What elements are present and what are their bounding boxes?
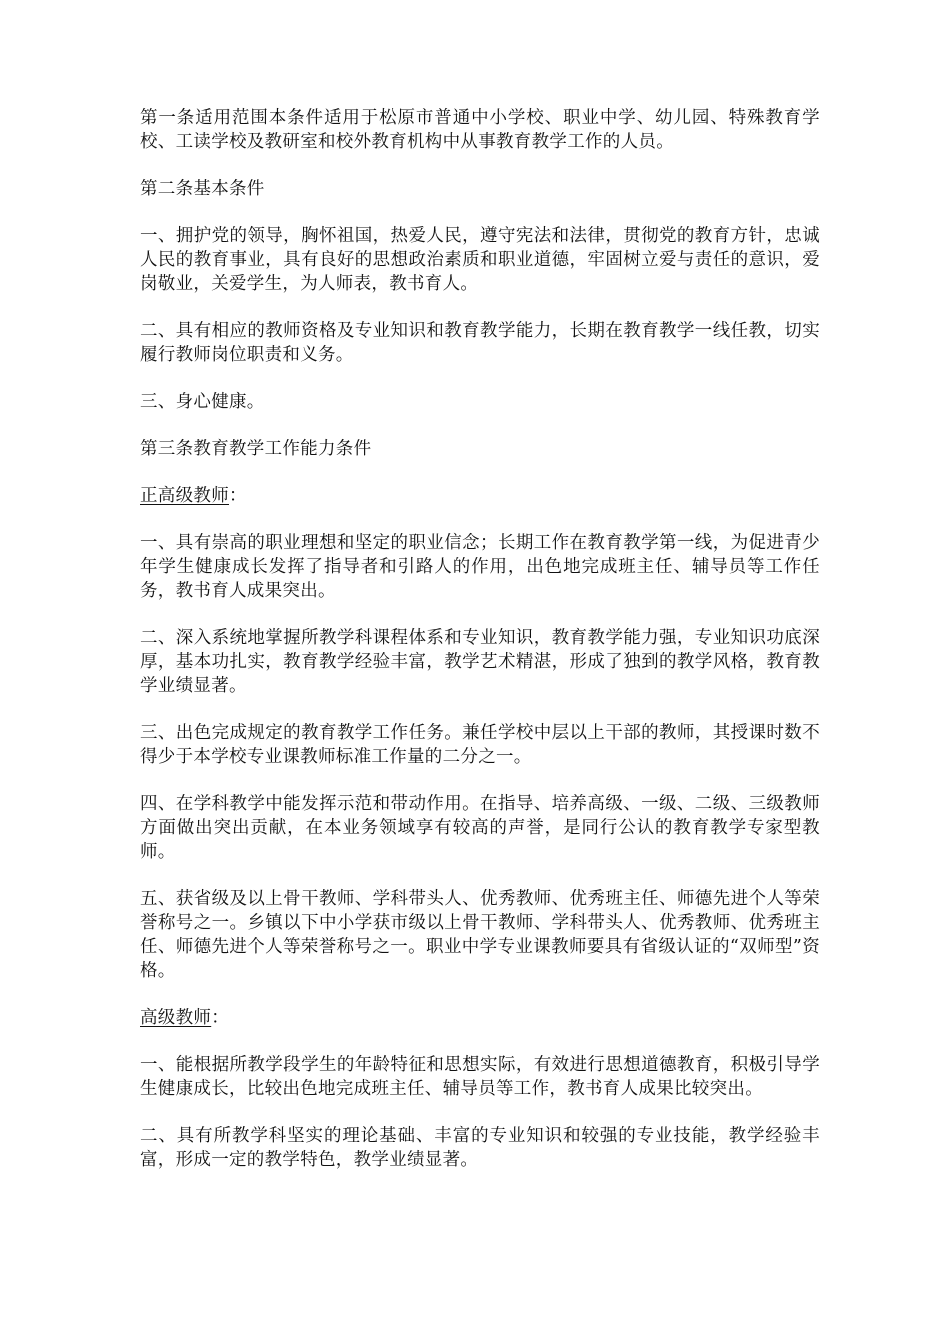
paragraph-senior-4: 四、在学科教学中能发挥示范和带动作用。在指导、培养高级、一级、二级、三级教师方面做出突出贡献，在本业务领域享有较高的声誉，是同行公认的教育教学专家型教师。: [140, 794, 820, 862]
paragraph-senior-1: 一、具有崇高的职业理想和坚定的职业信念；长期工作在教育教学第一线，为促进青少年学生健康成长发挥了指导者和引路人的作用，出色地完成班主任、辅导员等工作任务，教书育人成果突出。: [140, 533, 820, 601]
heading-text: 高级教师: [140, 1008, 212, 1028]
paragraph-basic-3: 三、身心健康。: [140, 392, 265, 412]
paragraph-high-2: 二、具有所教学科坚实的理论基础、丰富的专业知识和较强的专业技能，教学经验丰富，形成一定的教学特色，教学业绩显著。: [140, 1126, 820, 1170]
paragraph-senior-3: 三、出色完成规定的教育教学工作任务。兼任学校中层以上干部的教师，其授课时数不得少于本学校专业课教师标准工作量的二分之一。: [140, 723, 820, 767]
heading-colon: ：: [229, 486, 247, 506]
paragraph-senior-2: 二、深入系统地掌握所教学科课程体系和专业知识，教育教学能力强，专业知识功底深厚，基本功扎实，教育教学经验丰富，教学艺术精湛，形成了独到的教学风格，教育教学业绩显著。: [140, 628, 820, 696]
paragraph-article-1: 第一条适用范围本条件适用于松原市普通中小学校、职业中学、幼儿园、特殊教育学校、工读学校及教研室和校外教育机构中从事教育教学工作的人员。: [140, 108, 820, 152]
heading-colon: ：: [211, 1008, 230, 1028]
paragraph-basic-1: 一、拥护党的领导，胸怀祖国，热爱人民，遵守宪法和法律，贯彻党的教育方针，忠诚人民的教育事业，具有良好的思想政治素质和职业道德，牢固树立爱与责任的意识，爱岗敬业，关爱学生，为人师表，教书育人。: [140, 226, 820, 294]
paragraph-basic-2: 二、具有相应的教师资格及专业知识和教育教学能力，长期在教育教学一线任教，切实履行教师岗位职责和义务。: [140, 321, 820, 365]
document-page: [140, 106, 820, 1195]
paragraph-article-3-title: 第三条教育教学工作能力条件: [140, 439, 372, 459]
section-heading-senior-professor: [140, 484, 820, 508]
paragraph-senior-5: 五、获省级及以上骨干教师、学科带头人、优秀教师、优秀班主任、师德先进个人等荣誉称号之一。乡镇以下中小学获市级以上骨干教师、学科带头人、优秀教师、优秀班主任、师德先进个人等荣誉称号之一。职业中学专业课教师要具有省级认证的“双师型”资格。: [140, 889, 820, 981]
paragraph-high-1: 一、能根据所教学段学生的年龄特征和思想实际，有效进行思想道德教育，积极引导学生健康成长，比较出色地完成班主任、辅导员等工作，教书育人成果比较突出。: [140, 1055, 820, 1099]
heading-text: 正高级教师: [140, 486, 229, 506]
paragraph-article-2-title: 第二条基本条件: [140, 179, 265, 199]
section-heading-senior-teacher: [140, 1006, 820, 1030]
